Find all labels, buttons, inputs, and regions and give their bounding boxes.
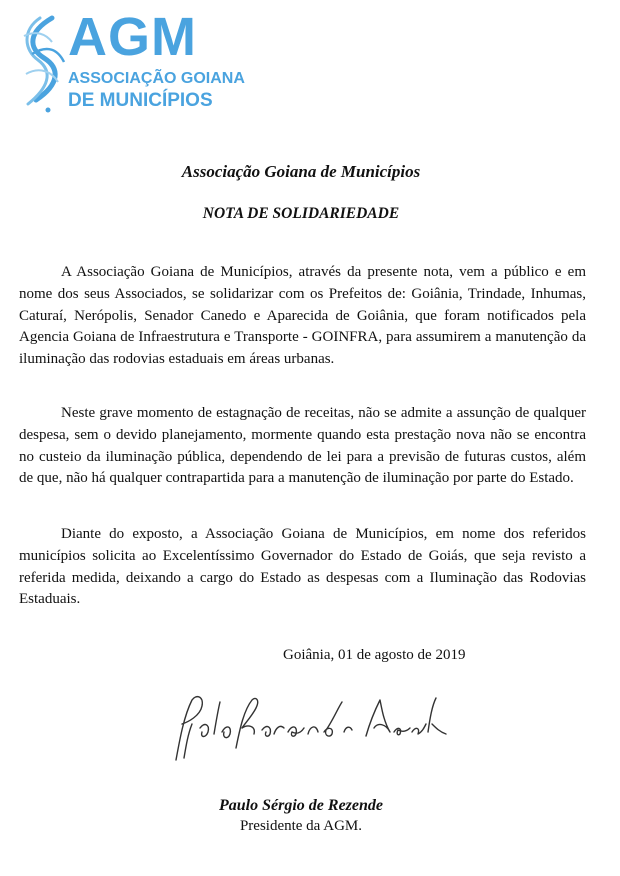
handwritten-signature	[170, 688, 450, 778]
paragraph-1: A Associação Goiana de Municípios, através da presente nota, vem a público e em nome dos seus Associados, se solidarizar com os Prefeitos de: Goiânia, Trindade, Inhumas, Caturaí, Nerópolis, Senador Canedo e Aparecida de Goiânia, que foram notificados pela Agencia Goiana de Infraestrutura e Transporte - GOINFRA, para assumirem a manutenção da iluminação das rodovias estaduais em áreas urbanas.	[19, 264, 586, 368]
document-title: NOTA DE SOLIDARIEDADE	[202, 205, 400, 222]
organization-title: Associação Goiana de Municípios	[181, 162, 421, 181]
logo-name-line1: ASSOCIAÇÃO GOIANA	[68, 70, 245, 87]
signer-name: Paulo Sérgio de Rezende	[219, 797, 383, 814]
logo-name-line2: DE MUNICÍPIOS	[68, 90, 213, 111]
dna-helix-icon	[18, 14, 70, 114]
agm-logo	[18, 7, 245, 118]
paragraph-3: Diante do exposto, a Associação Goiana de Municípios, em nome dos referidos municípios solicita ao Excelentíssimo Governador do Estado de Goiás, que seja revisto a referida medida, deixando a cargo do Estado as despesas com a Iluminação das Rodovias Estaduais.	[19, 526, 586, 608]
paragraph-2: Neste grave momento de estagnação de receitas, não se admite a assunção de qualquer despesa, sem o devido planejamento, mormente quando esta prestação nova não se encontra no custeio da iluminação pública, dependendo de lei para a previsão de futuras custos, além de que, não há qualquer contrapartida para a manutenção de iluminação por parte do Estado.	[19, 405, 586, 487]
date-line: Goiânia, 01 de agosto de 2019	[283, 647, 466, 663]
logo-acronym: AGM	[68, 7, 197, 67]
signer-role: Presidente da AGM.	[239, 818, 363, 834]
